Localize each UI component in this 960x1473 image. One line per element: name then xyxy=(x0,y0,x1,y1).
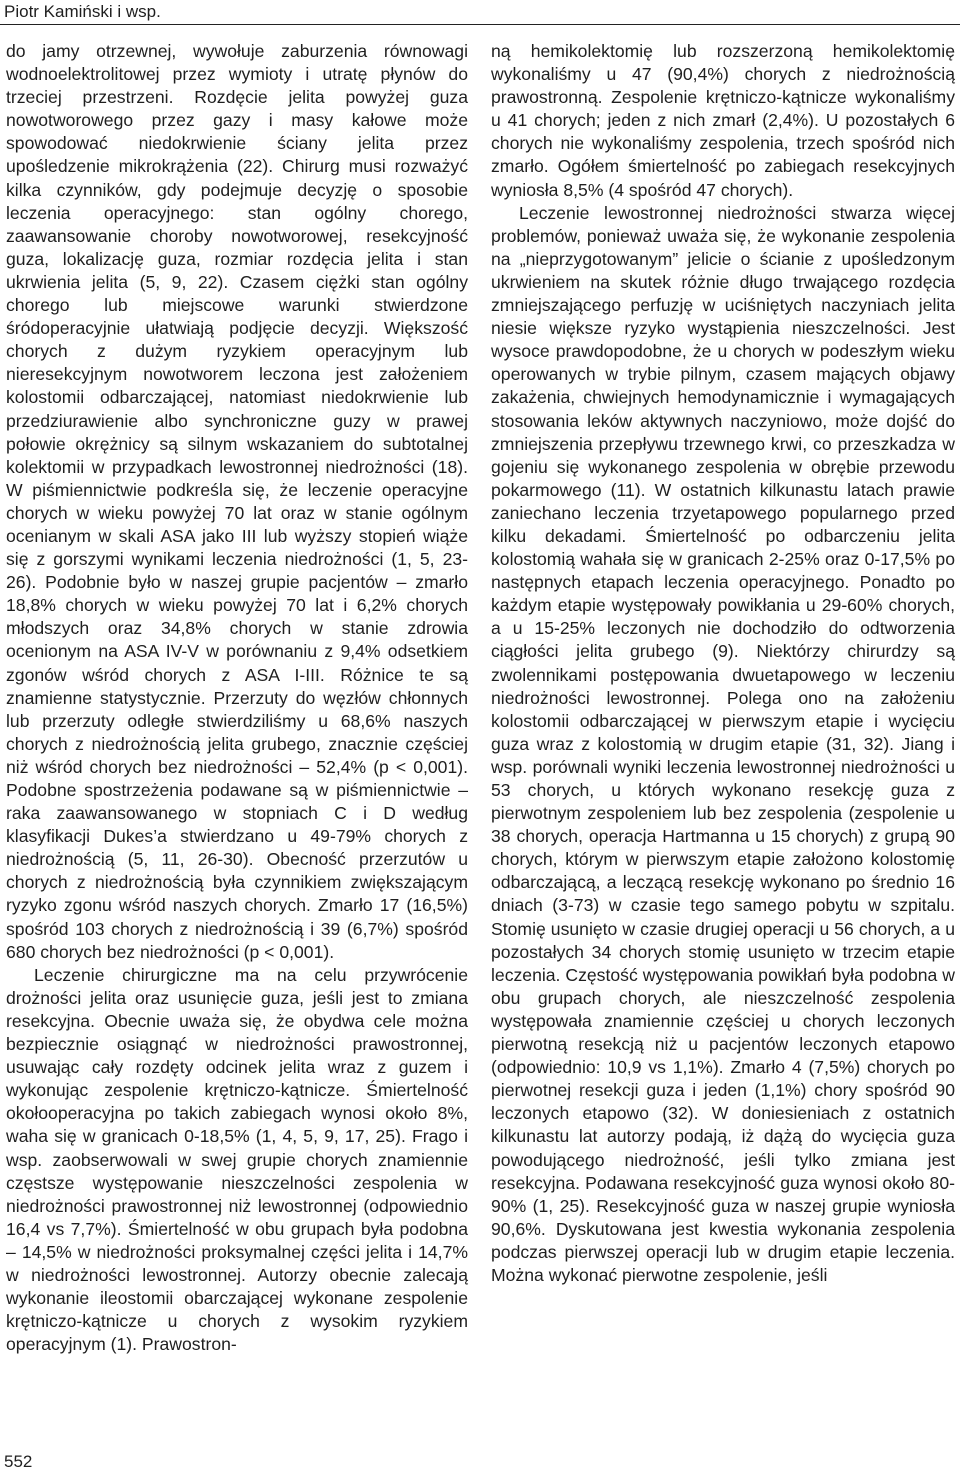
paragraph: Leczenie chirurgiczne ma na celu przywrócenie drożności jelita oraz usunięcie guza, jeśli jest to zmiana resekcyjna. Obecnie uważa się, że obydwa cele można bezpiecznie osiągnąć w niedrożności prawostronnej, usuwając cały rozdęty odcinek jelita wraz z guzem i wykonując zespolenie krętniczo-kątnicze. Śmiertelność okołooperacyjna po takich zabiegach wynosi około 8%, waha się w granicach 0-18,5% (1, 4, 5, 9, 17, 25). Frago i wsp. zaobserwowali w swej grupie chorych znamiennie częstsze występowanie nieszczelności zespolenia w niedrożności prawostronnej niż lewostronnej (odpowiednio 16,4 vs 7,7%). Śmiertelność w obu grupach była podobna – 14,5% w niedrożności proksymalnej części jelita i 14,7% w niedrożności lewostronnej. Autorzy obecnie zalecają wykonanie ileostomii obarczającej wykonane zespolenie krętniczo-kątnicze u chorych z wysokim ryzykiem operacyjnym (1). Prawostron- xyxy=(6,964,468,1355)
left-column xyxy=(6,40,468,1356)
right-column xyxy=(491,40,955,1287)
paragraph: Leczenie lewostronnej niedrożności stwarza więcej problemów, ponieważ uważa się, że wykonanie zespolenia na „nieprzygotowanym” jelicie o ścianie z upośledzonym ukrwieniem na skutek różnie długo trwającego rozdęcia zmniejszającego perfuzję w uciśniętych naczyniach jelita niesie większe ryzyko wystąpienia nieszczelności. Jest wysoce prawdopodobne, że u chorych w podeszłym wieku operowanych w trybie pilnym, czasem mających objawy zakażenia, chwiejnych hemodynamicznie i wymagających stosowania leków aktywnych naczyniowo, może dojść do zmniejszenia przepływu trzewnego krwi, co przeszkadza w gojeniu się wykonanego zespolenia w obrębie przewodu pokarmowego (11). W ostatnich kilkunastu latach prawie zaniechano leczenia trzyetapowego popularnego przed kilku dekadami. Śmiertelność po odbarczeniu jelita kolostomią wahała się w granicach 2-25% oraz 0-17,5% po następnych etapach leczenia operacyjnego. Ponadto po każdym etapie występowały powikłania u 29-60% chorych, a u 15-25% leczonych nie dochodziło do odtworzenia ciągłości jelita grubego (9). Niektórzy chirurdzy są zwolennikami postępowania dwuetapowego w leczeniu niedrożności lewostronnej. Polega ono na założeniu kolostomii odbarczającej w pierwszym etapie i wycięciu guza wraz z kolostomią w drugim etapie (31, 32). Jiang i wsp. porównali wyniki leczenia lewostronnej niedrożności u 53 chorych, u których wykonano resekcję guza z pierwotnym zespoleniem lub bez zespolenia (zespolenie u 38 chorych, operacja Hartmanna u 15 chorych) z grupą 90 chorych, którym w pierwszym etapie założono kolostomię odbarczającą, a leczącą resekcję wykonano po średnio 16 dniach (3-73) w czasie tego samego pobytu w szpitalu. Stomię usunięto w czasie drugiej operacji u 56 chorych, a u pozostałych 34 chorych stomię usunięto w trzecim etapie leczenia. Częstość występowania powikłań była podobna w obu grupach chorych, ale nieszczelność zespolenia występowała znamiennie częściej u chorych leczonych pierwotną resekcją niż u pacjentów leczonych etapowo (odpowiednio: 10,9 vs 1,1%). Zmarło 4 (7,5%) chorych po pierwotnej resekcji guza i jeden (1,1%) chory spośród 90 leczonych etapowo (32). W doniesieniach z ostatnich kilkunastu lat autorzy podają, iż dążą do wycięcia guza powodującego niedrożność, jeśli tylko zmiana jest resekcyjna. Podawana resekcyjność guza wynosi około 80-90% (1, 25). Resekcyjność guza w naszej grupie wyniosła 90,6%. Dyskutowana jest kwestia wykonania zespolenia podczas pierwszej operacji lub w drugim etapie leczenia. Można wykonać pierwotne zespolenie, jeśli xyxy=(491,202,955,1285)
header-rule xyxy=(0,24,960,25)
paragraph: ną hemikolektomię lub rozszerzoną hemikolektomię wykonaliśmy u 47 (90,4%) chorych z niedrożnością prawostronną. Zespolenie krętniczo-kątnicze wykonaliśmy u 41 chorych; jeden z nich zmarł (2,4%). U pozostałych 6 chorych nie wykonaliśmy zespolenia, trzech spośród nich zmarło. Ogółem śmiertelność po zabiegach resekcyjnych wyniosła 8,5% (4 spośród 47 chorych). xyxy=(491,41,955,200)
paragraph: do jamy otrzewnej, wywołuje zaburzenia równowagi wodnoelektrolitowej przez wymioty i utratę płynów do trzeciej przestrzeni. Rozdęcie jelita powyżej guza nowotworowego przez gazy i masy kałowe może spowodować niedokrwienie ściany jelita przez upośledzenie mikrokrążenia (22). Chirurg musi rozważyć kilka czynników, gdy podejmuje decyzję o sposobie leczenia operacyjnego: stan ogólny chorego, zaawansowanie choroby nowotworowej, resekcyjność guza, lokalizację guza, rozmiar rozdęcia jelita i stan ukrwienia jelita (5, 9, 22). Czasem ciężki stan ogólny chorego lub miejscowe warunki stwierdzone śródoperacyjnie ułatwiają podjęcie decyzji. Większość chorych z dużym ryzykiem operacyjnym lub nieresekcyjnym nowotworem leczona jest założeniem kolostomii odbarczającej, natomiast niedokrwienie lub przedziurawienie albo synchroniczne guzy w prawej połowie okrężnicy są silnym wskazaniem do subtotalnej kolektomii w przypadkach lewostronnej niedrożności (18). W piśmiennictwie podkreśla się, że leczenie operacyjne chorych w wieku powyżej 70 lat oraz w stanie ogólnym ocenianym w skali ASA jako III lub wyższy stopień wiąże się z gorszymi wynikami leczenia niedrożności (1, 5, 23-26). Podobnie było w naszej grupie pacjentów – zmarło 18,8% chorych w wieku powyżej 70 lat i 6,2% chorych młodszych oraz 34,8% chorych w stanie zdrowia ocenionym na ASA IV-V w porównaniu z 9,4% odsetkiem zgonów wśród chorych z ASA I-III. Różnice te są znamienne statystycznie. Przerzuty do węzłów chłonnych lub przerzuty odległe stwierdziliśmy u 68,6% naszych chorych z niedrożnością jelita grubego, znacznie częściej niż wśród chorych bez niedrożności – 52,4% (p < 0,001). Podobne spostrzeżenia podawane są w piśmiennictwie – raka zaawansowanego w stopniach C i D według klasyfikacji Dukes’a stwierdzano u 49-79% chorych z niedrożnością (5, 11, 26-30). Obecność przerzutów u chorych z niedrożnością była czynnikiem zwiększającym ryzyko zgonu wśród naszych chorych. Zmarło 17 (16,5%) spośród 103 chorych z niedrożnością i 39 (6,7%) spośród 680 chorych bez niedrożności (p < 0,001). xyxy=(6,41,468,962)
page-number: 552 xyxy=(4,1452,33,1471)
running-head: Piotr Kamiński i wsp. xyxy=(4,2,161,21)
